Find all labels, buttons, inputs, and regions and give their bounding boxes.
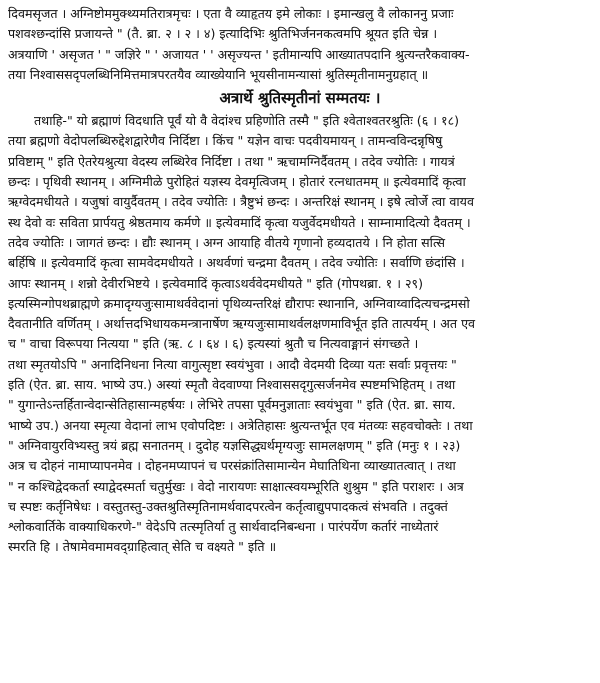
body-paragraph bbox=[8, 111, 592, 558]
text-line: तथा स्मृतयोऽपि " अनादिनिधना नित्या वागुत्सृष्टा स्वयंभुवा । आदौ वेदमयी दिव्या यतः सर्वाः प्रवृत्तयः " bbox=[8, 356, 457, 372]
text-line: " युगान्तेऽन्तर्हितान्वेदान्सेतिहासान्महर्षयः । लेभिरे तपसा पूर्वमनुज्ञाताः स्वयंभुवा " इति (ऐत. ब्रा. साय. bbox=[8, 397, 456, 413]
text-line: तया ब्रह्मणो वेदोपलब्धिरुद्देशद्वारेणैव निर्दिष्टा । किंच " यज्ञेन वाचः पदवीयमायन् । तामन्वविन्दन्नृषिषु bbox=[8, 133, 443, 149]
top-paragraph bbox=[8, 4, 592, 85]
section-heading: अत्रार्थे श्रुतिस्मृतीनां सम्मतयः । bbox=[219, 89, 381, 108]
text-line: श्लोकवार्तिके वाक्याधिकरणे-" वेदेऽपि तत्स्मृतिर्या तु सार्थवादनिबन्धना । पारंपर्येण कर्तारं नाध्येतारं bbox=[8, 519, 439, 535]
text-line: " न कश्चिद्वेदकर्ता स्याद्वेदस्मर्ता चतुर्मुखः । वेदो नारायणः साक्षात्स्वयम्भूरिति शुश्रुम " इति पराशरः । अत्र bbox=[8, 478, 464, 494]
text-line: च " वाचा विरूपया नित्यया " इति (ऋ. ८ । ६४ । ६) इत्यस्यां श्रुतौ च नित्यवाङ्मानं संगच्छते । bbox=[8, 336, 419, 352]
text-line: भाष्ये उप.) अनया स्मृत्या वेदानां लाभ एवोपदिष्टः । अत्रेतिहासः श्रुत्यन्तर्भूत एव मंतव्यः सहवचोक्तेः । तथा bbox=[8, 417, 473, 433]
text-line: स्थ देवो वः सविता प्रार्पयतु श्रेष्ठतमाय कर्मणे ॥ इत्येवमादिं कृत्वा यजुर्वेदमधीयते । साम्नामादित्यो दैवतम् । bbox=[8, 214, 471, 230]
text-line: आपः स्थानम् । शन्नो देवीरभिष्टये । इत्येवमादिं कृत्वाऽथर्ववेदमधीयते " इति (गोपथब्रा. १ । २९) bbox=[8, 275, 423, 291]
text-line: पशवश्छन्दांसि प्रजायन्ते " (तै. ब्रा. २ । २ । ४) इत्यादिभिः श्रुतिभिर्जननकत्वमपि श्रूयत इति चेन्न । bbox=[8, 26, 438, 42]
text-line: बर्हिषि ॥ इत्येवमादिं कृत्वा सामवेदमधीयते । अथर्वणां चन्द्रमा दैवतम् । तदेव ज्योतिः । सर्वाणि छंदांसि । bbox=[8, 255, 465, 271]
text-line: अत्र च दोहनं नामाप्यापनमेव । दोहनमप्यापनं च परसंक्रांतिसामान्येन मेघातिथिना व्याख्यातत्वात् । तथा bbox=[8, 458, 456, 474]
text-line: तदेव ज्योतिः । जागतं छन्दः । द्यौः स्थानम् । अग्न आयाहि वीतये गृणानो हव्यदातये । नि होता सत्सि bbox=[8, 234, 446, 250]
text-line: तथाहि-" यो ब्रह्माणं विदधाति पूर्वं यो वै वेदांश्च प्रहिणोति तस्मै " इति श्वेताश्वतरश्रुतिः (६ । १८) bbox=[34, 113, 460, 129]
text-line: छन्दः । पृथिवी स्थानम् । अग्निमीळे पुरोहितं यज्ञस्य देवमृत्विजम् । होतारं रत्नधातमम् ॥ इत्येवमादिं कृत्वा bbox=[8, 174, 466, 190]
text-line: इत्यस्मिन्गोपथब्राह्मणे क्रमादृग्यजुःसामाथर्ववेदानां पृथिव्यन्तरिक्षं द्यौरापः स्थानानि, अग्निवाय्वादित्यचन्द्रमसो bbox=[8, 295, 470, 311]
text-line: दिवमसृजत । अग्निष्टोममुक्थ्यमतिरात्रमृचः । एता वै व्याहृतय इमे लोकाः । इमान्खलु वै लोकाननु प्रजाः bbox=[8, 6, 454, 21]
text-line: ऋग्वेदमधीयते । यजुषां वायुर्दैवतम् । तदेव ज्योतिः । त्रैष्टुभं छन्दः । अन्तरिक्षं स्थानम् । इषे त्वोर्जे त्वा वायव bbox=[8, 194, 474, 210]
text-line: दैवतानीति वर्णितम् । अर्थात्तदभिधायकमन्त्रानार्षेण ऋग्यजुःसामाथर्वलक्षणमाविर्भूत इति तात्पर्यम् । अत एव bbox=[8, 316, 476, 332]
text-line: " अग्निवायुरविभ्यस्तु त्रयं ब्रह्म सनातनम् । दुदोह यज्ञसिद्ध्यर्थमृग्यजुः सामलक्षणम् " इति (मनुः १ । २३) bbox=[8, 437, 461, 453]
text-line: तया निश्वाससदृपलब्धिनिमित्तमात्रपरतयैव व्याख्येयानि भूयसीनामन्यासां श्रुतिस्मृतीनामनुग्रहात् ॥ bbox=[8, 66, 429, 82]
text-line: स्मरति हि । तेषामेवमामवद्ग्राहित्वात् सेति च वक्ष्यते " इति ॥ bbox=[8, 539, 277, 555]
text-line: प्रविष्टाम् " इति ऐतरेयश्रुत्या वेदस्य लब्धिरेव निर्दिष्टा । तथा " ऋचामग्निर्दैवतम् । तदेव ज्योतिः । गायत्रं bbox=[8, 153, 455, 169]
text-line: च स्पष्टः कर्तृनिषेधः । वस्तुतस्तु-उक्तश्रुतिस्मृतिनामर्थवादपरत्वेन कर्तृत्वाद्युपपादकत्वं संभवति । तदुक्तं bbox=[8, 498, 448, 514]
text-line: इति (ऐत. ब्रा. साय. भाष्ये उप.) अस्यां स्मृतौ वेदवाण्या निश्वाससदृगुत्सर्जनमेव स्पष्टमभिहितम् । तथा bbox=[8, 377, 456, 393]
text-line: अत्रयाणि ' असृजत ' " जज्ञिरे " ' अजायत ' ' असृज्यन्त ' इतीमान्यपि आख्यातपदानि श्रुत्यन्तरैकवाक्य- bbox=[8, 46, 470, 62]
